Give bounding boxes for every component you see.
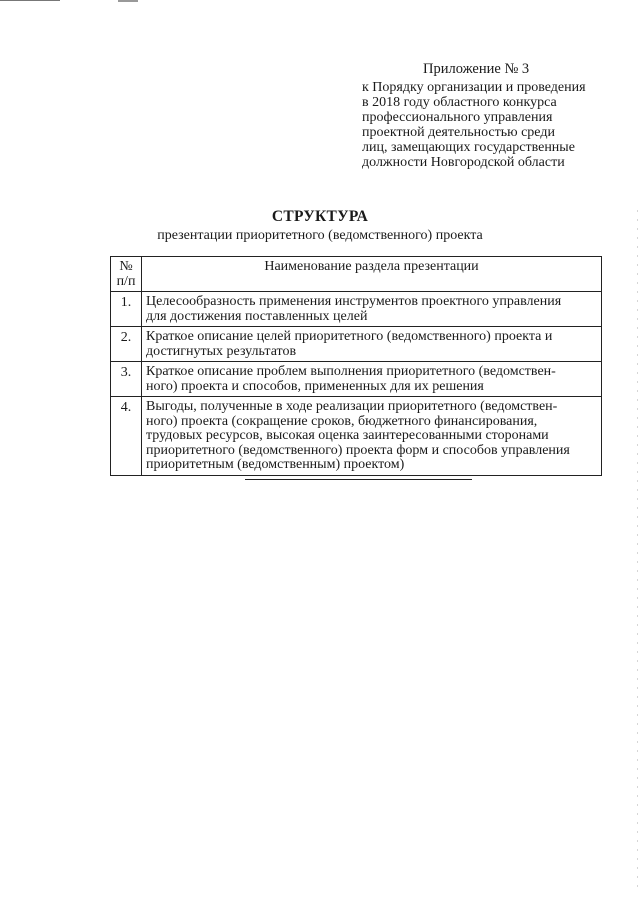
presentation-structure-table xyxy=(110,256,602,476)
row-number: 4. xyxy=(111,397,142,476)
row-text-line: ного) проекта и способов, примененных для их решения xyxy=(146,378,484,394)
table-header-row xyxy=(111,257,602,292)
appendix-reference-line: проектной деятельностью среди xyxy=(362,125,555,140)
appendix-reference xyxy=(362,80,622,170)
scan-edge-artifact xyxy=(637,210,638,890)
header-name-cell: Наименование раздела презентации xyxy=(142,257,602,292)
document-subtitle: презентации приоритетного (ведомственного) проекта xyxy=(157,228,483,243)
row-text-line: для достижения поставленных целей xyxy=(146,308,368,324)
table-row xyxy=(111,397,602,476)
row-text-line: ного) проекта (сокращение сроков, бюджетного финансирования, xyxy=(146,413,538,429)
appendix-reference-line: должности Новгородской области xyxy=(362,155,565,170)
row-text-line: Целесообразность применения инструментов проектного управления xyxy=(146,294,562,309)
row-text-line: Краткое описание проблем выполнения приоритетного (ведомствен- xyxy=(146,364,556,379)
appendix-title: Приложение № 3 xyxy=(423,61,530,77)
table-row xyxy=(111,292,602,327)
appendix-reference-line: профессионального управления xyxy=(362,110,553,125)
scan-artifact xyxy=(118,0,138,2)
appendix-reference-line: к Порядку организации и проведения xyxy=(362,80,586,95)
scan-artifact xyxy=(0,0,60,1)
row-text xyxy=(142,327,602,362)
appendix-reference-line: лиц, замещающих государственные xyxy=(362,140,575,155)
row-text-line: достигнутых результатов xyxy=(146,343,297,359)
row-number: 3. xyxy=(111,362,142,397)
table-row xyxy=(111,362,602,397)
row-text-line: приоритетным (ведомственным) проектом) xyxy=(146,457,405,472)
header-number-abbr: п/п xyxy=(116,273,136,289)
row-text-line: приоритетного (ведомственного) проекта форм и способов управления xyxy=(146,442,570,458)
row-text xyxy=(142,362,602,397)
table-row xyxy=(111,327,602,362)
row-number: 1. xyxy=(111,292,142,327)
row-text xyxy=(142,292,602,327)
closing-rule xyxy=(245,479,472,480)
row-text-line: Краткое описание целей приоритетного (ведомственного) проекта и xyxy=(146,329,553,344)
document-title: СТРУКТУРА xyxy=(271,208,369,225)
row-text-line: трудовых ресурсов, высокая оценка заинтересованными сторонами xyxy=(146,428,549,443)
row-number: 2. xyxy=(111,327,142,362)
appendix-reference-line: в 2018 году областного конкурса xyxy=(362,95,557,110)
header-number-cell xyxy=(111,257,142,292)
row-text-line: Выгоды, полученные в ходе реализации приоритетного (ведомствен- xyxy=(146,399,558,414)
row-text xyxy=(142,397,602,476)
header-number-symbol: № xyxy=(119,259,133,274)
